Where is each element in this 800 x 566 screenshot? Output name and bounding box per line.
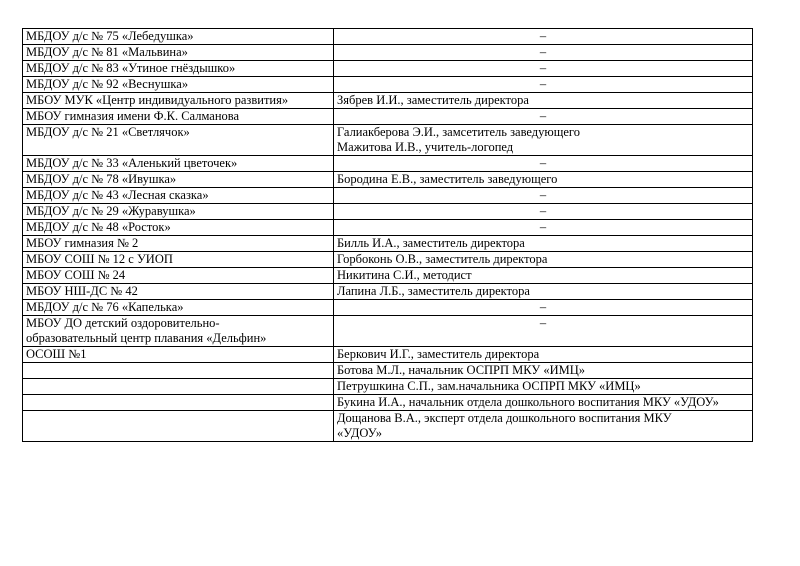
representative-cell: Ботова М.Л., начальник ОСПРП МКУ «ИМЦ» <box>334 363 753 379</box>
table-body <box>23 29 753 442</box>
representative-cell: Лапина Л.Б., заместитель директора <box>334 284 753 300</box>
table-row <box>23 93 753 109</box>
organization-cell: ОСОШ №1 <box>23 347 334 363</box>
representative-cell: Бородина Е.В., заместитель заведующего <box>334 172 753 188</box>
representative-cell: Петрушкина С.П., зам.начальника ОСПРП МКУ «ИМЦ» <box>334 379 753 395</box>
representative-cell: – <box>334 220 753 236</box>
table-row <box>23 156 753 172</box>
table-row <box>23 77 753 93</box>
table-row <box>23 236 753 252</box>
table-row <box>23 125 753 156</box>
organization-cell: МБДОУ д/с № 33 «Аленький цветочек» <box>23 156 334 172</box>
representative-cell: Галиакберова Э.И., замсетитель заведующего Мажитова И.В., учитель-логопед <box>334 125 753 156</box>
representative-cell: – <box>334 29 753 45</box>
organization-cell: МБДОУ д/с № 43 «Лесная сказка» <box>23 188 334 204</box>
representative-cell: – <box>334 109 753 125</box>
organization-cell <box>23 363 334 379</box>
representative-cell: – <box>334 204 753 220</box>
table-row <box>23 220 753 236</box>
organization-cell <box>23 411 334 442</box>
representative-cell: Горбоконь О.В., заместитель директора <box>334 252 753 268</box>
table-row <box>23 61 753 77</box>
representative-cell: Зябрев И.И., заместитель директора <box>334 93 753 109</box>
table-row <box>23 284 753 300</box>
organization-cell: МБДОУ д/с № 81 «Мальвина» <box>23 45 334 61</box>
organization-cell: МБДОУ д/с № 78 «Ивушка» <box>23 172 334 188</box>
organization-cell: МБОУ СОШ № 24 <box>23 268 334 284</box>
representative-cell: Билль И.А., заместитель директора <box>334 236 753 252</box>
representative-cell: – <box>334 77 753 93</box>
table-row <box>23 316 753 347</box>
table-row <box>23 29 753 45</box>
organization-cell <box>23 395 334 411</box>
table-row <box>23 363 753 379</box>
organization-cell <box>23 379 334 395</box>
representative-cell: Никитина С.И., методист <box>334 268 753 284</box>
organization-cell: МБОУ ДО детский оздоровительно- образовательный центр плавания «Дельфин» <box>23 316 334 347</box>
table-row <box>23 300 753 316</box>
table-row <box>23 411 753 442</box>
table-row <box>23 172 753 188</box>
table-row <box>23 395 753 411</box>
representative-cell: Беркович И.Г., заместитель директора <box>334 347 753 363</box>
table-row <box>23 347 753 363</box>
representative-cell: Дощанова В.А., эксперт отдела дошкольного воспитания МКУ «УДОУ» <box>334 411 753 442</box>
organization-cell: МБОУ СОШ № 12 с УИОП <box>23 252 334 268</box>
organization-cell: МБДОУ д/с № 75 «Лебедушка» <box>23 29 334 45</box>
organization-cell: МБОУ НШ-ДС № 42 <box>23 284 334 300</box>
representative-cell: – <box>334 300 753 316</box>
organization-cell: МБОУ МУК «Центр индивидуального развития» <box>23 93 334 109</box>
table-row <box>23 379 753 395</box>
representative-cell: Букина И.А., начальник отдела дошкольного воспитания МКУ «УДОУ» <box>334 395 753 411</box>
table-row <box>23 109 753 125</box>
organization-cell: МБДОУ д/с № 83 «Утиное гнёздышко» <box>23 61 334 77</box>
organization-cell: МБОУ гимназия имени Ф.К. Салманова <box>23 109 334 125</box>
representative-cell: – <box>334 316 753 347</box>
representative-cell: – <box>334 61 753 77</box>
table-row <box>23 252 753 268</box>
representative-cell: – <box>334 188 753 204</box>
organization-cell: МБДОУ д/с № 92 «Веснушка» <box>23 77 334 93</box>
organization-cell: МБДОУ д/с № 21 «Светлячок» <box>23 125 334 156</box>
table-row <box>23 204 753 220</box>
organization-cell: МБДОУ д/с № 29 «Журавушка» <box>23 204 334 220</box>
table-row <box>23 188 753 204</box>
organization-cell: МБОУ гимназия № 2 <box>23 236 334 252</box>
staff-table <box>22 28 753 442</box>
representative-cell: – <box>334 156 753 172</box>
organization-cell: МБДОУ д/с № 48 «Росток» <box>23 220 334 236</box>
organization-cell: МБДОУ д/с № 76 «Капелька» <box>23 300 334 316</box>
table-row <box>23 45 753 61</box>
representative-cell: – <box>334 45 753 61</box>
table-row <box>23 268 753 284</box>
